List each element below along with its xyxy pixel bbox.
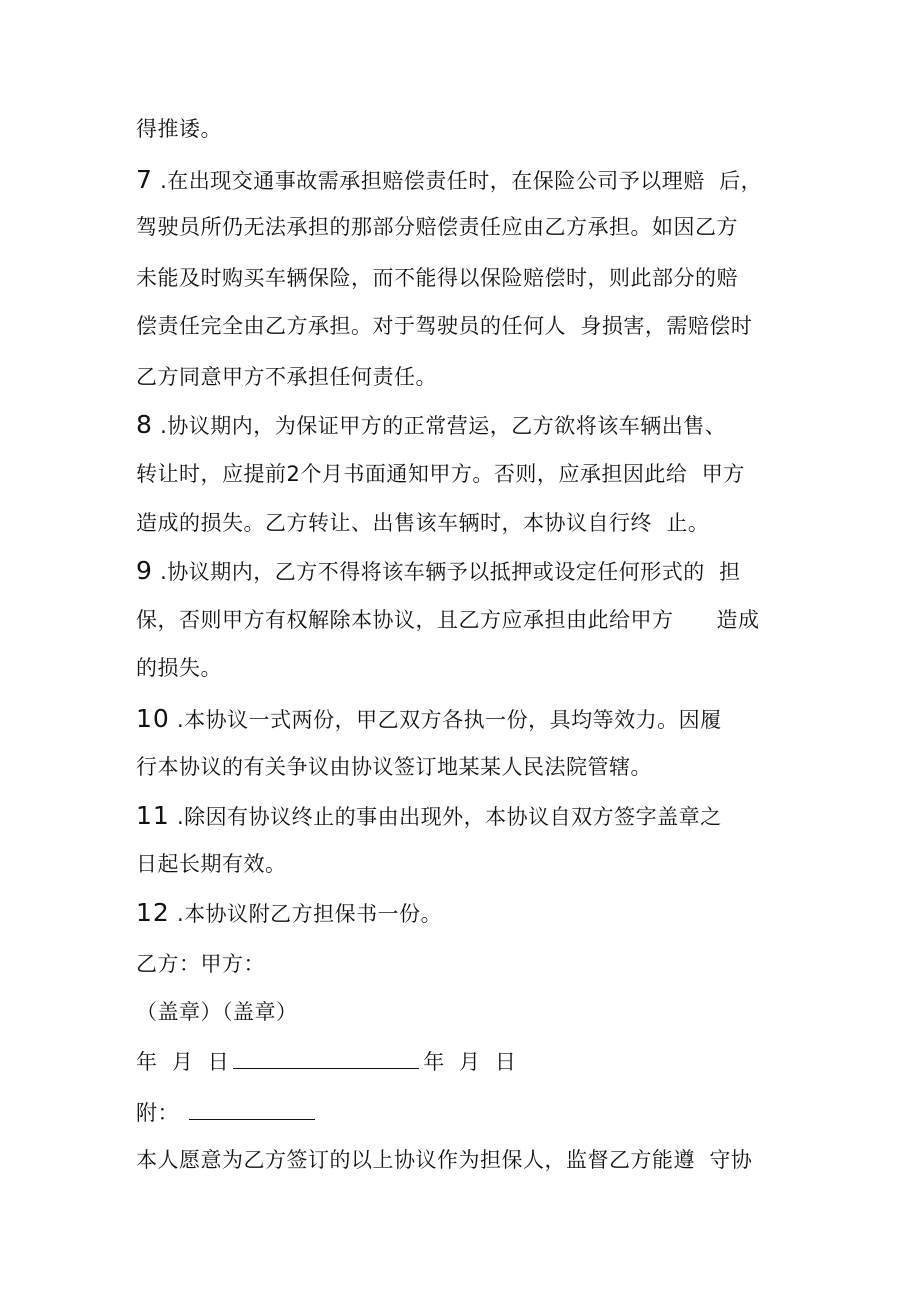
date-left: 年 月 日 [136, 1050, 230, 1074]
clause-10-line-2: 行本协议的有关争议由协议签订地某某人民法院管辖。 [136, 755, 652, 779]
date-line [136, 1046, 516, 1077]
clause-11-line-2: 日起长期有效。 [136, 852, 287, 876]
clause-number: 9 [136, 556, 153, 585]
clause-12-line-1: 12 .本协议附乙方担保书一份。 [136, 898, 443, 927]
guarantee-line: 本人愿意为乙方签订的以上协议作为担保人，监督乙方能遵 守协 [136, 1148, 753, 1172]
clause-number: 8 [136, 410, 153, 439]
attachment-label: 附： [136, 1101, 179, 1125]
clause-number: 11 [136, 801, 170, 830]
clause-7-line-1: 7 .在出现交通事故需承担赔偿责任时，在保险公司予以理赔 后， [136, 165, 763, 194]
seal-labels: （盖章）（盖章） [136, 1000, 298, 1024]
attachment-line [136, 1097, 315, 1128]
clause-number: 10 [136, 704, 170, 733]
clause-11-line-1: 11 .除因有协议终止的事由出现外，本协议自双方签字盖章之 [136, 801, 722, 830]
clause-7-line-5: 乙方同意甲方不承担任何责任。 [136, 365, 437, 389]
clause-7-line-2: 驾驶员所仍无法承担的那部分赔偿责任应由乙方承担。如因乙方 [136, 215, 738, 239]
clause-7-line-4: 偿责任完全由乙方承担。对于驾驶员的任何人 身损害，需赔偿时 [136, 314, 753, 338]
date-blank [233, 1046, 419, 1069]
clause-8-line-3: 造成的损失。乙方转让、出售该车辆时，本协议自行终 止。 [136, 511, 710, 535]
text-line: 得推诿。 [136, 117, 222, 141]
clause-number: 7 [136, 165, 153, 194]
clause-10-line-1: 10 .本协议一式两份，甲乙双方各执一份，具均等效力。因履 [136, 704, 722, 733]
clause-9-line-2: 保，否则甲方有权解除本协议，且乙方应承担由此给甲方 造成 [136, 608, 760, 632]
clause-number: 12 [136, 898, 170, 927]
clause-8-line-2: 转让时，应提前2个月书面通知甲方。否则，应承担因此给 甲方 [136, 462, 745, 486]
date-right: 年 月 日 [423, 1050, 517, 1074]
attachment-blank [189, 1097, 315, 1120]
party-labels: 乙方：甲方： [136, 952, 265, 976]
clause-7-line-3: 未能及时购买车辆保险，而不能得以保险赔偿时，则此部分的赔 [136, 266, 738, 290]
clause-9-line-1: 9 .协议期内，乙方不得将该车辆予以抵押或设定任何形式的 担 [136, 556, 741, 585]
clause-8-line-1: 8 .协议期内，为保证甲方的正常营运，乙方欲将该车辆出售、 [136, 410, 727, 439]
clause-9-line-3: 的损失。 [136, 656, 222, 680]
